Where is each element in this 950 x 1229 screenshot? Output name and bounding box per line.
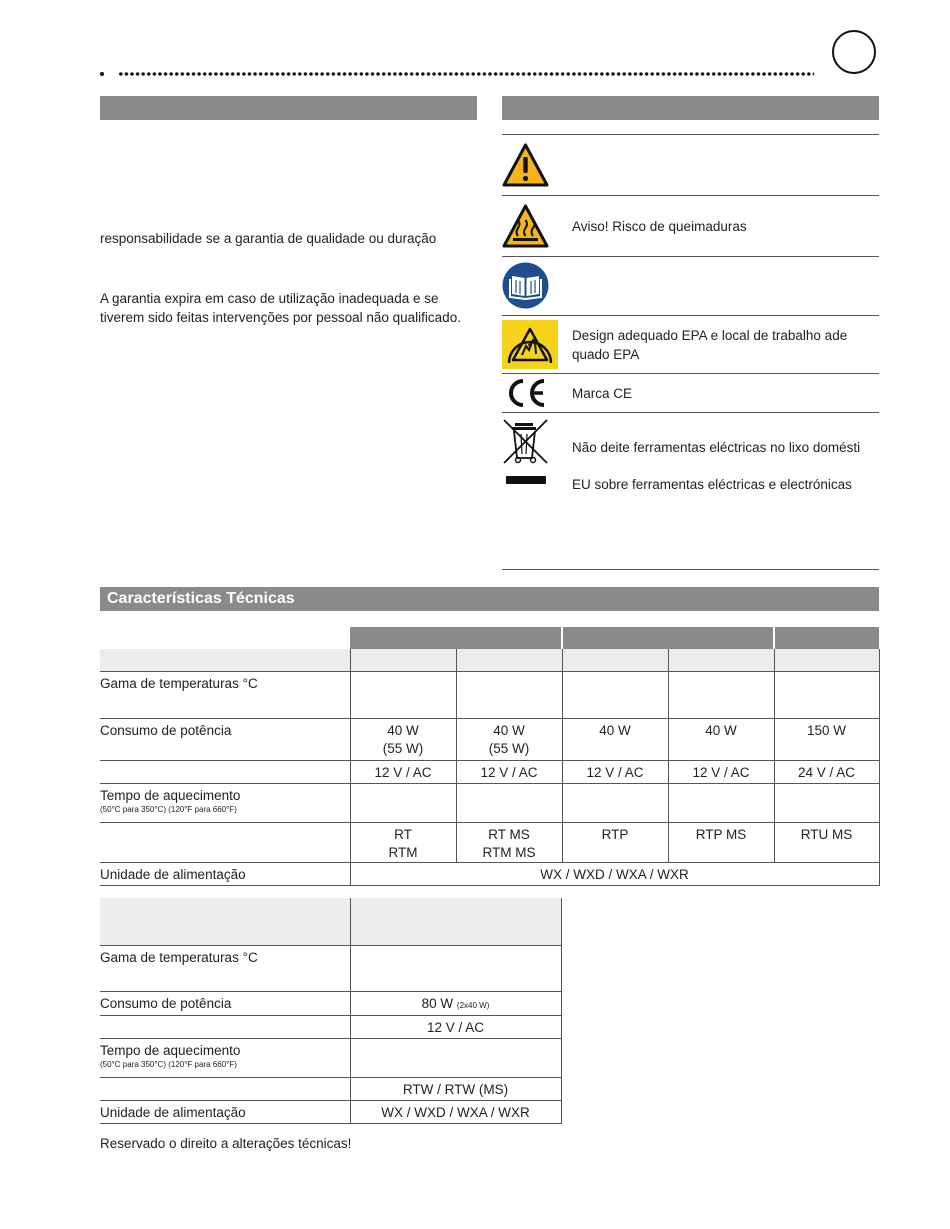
cell: 80 W (2x40 W) bbox=[350, 991, 561, 1015]
weee-bin-icon bbox=[502, 418, 550, 486]
table-row bbox=[100, 823, 879, 863]
table-row bbox=[100, 719, 879, 761]
symbols-divider bbox=[502, 134, 879, 135]
symbol-text-ce: Marca CE bbox=[572, 386, 633, 401]
symbols-divider bbox=[502, 412, 879, 413]
row-label: Tempo de aquecimento (50°C para 350°C) (120°F para 660°F) bbox=[100, 1038, 350, 1077]
cell bbox=[668, 672, 774, 719]
symbols-divider bbox=[502, 315, 879, 316]
spec-table-header-row bbox=[100, 627, 879, 649]
symbols-divider bbox=[502, 373, 879, 374]
symbol-text-weee-2: EU sobre ferramentas eléctricas e electrónicas bbox=[572, 477, 852, 492]
row-label: Gama de temperaturas °C bbox=[100, 945, 350, 991]
cell: 24 V / AC bbox=[774, 761, 879, 784]
spec-table-2 bbox=[100, 898, 562, 1124]
cell bbox=[562, 784, 668, 823]
cell: RT RTM bbox=[350, 823, 456, 863]
cell: 40 W (55 W) bbox=[456, 719, 562, 761]
row-label: Consumo de potência bbox=[100, 991, 350, 1015]
row-label bbox=[100, 823, 350, 863]
cell: 40 W bbox=[562, 719, 668, 761]
table-row bbox=[100, 945, 561, 991]
symbol-text-esd-2: quado EPA bbox=[572, 347, 640, 362]
cell bbox=[350, 945, 561, 991]
cell: 12 V / AC bbox=[350, 1015, 561, 1038]
cell bbox=[668, 784, 774, 823]
cell bbox=[774, 672, 879, 719]
cell: 12 V / AC bbox=[350, 761, 456, 784]
header-dot bbox=[100, 72, 104, 76]
header-group-3 bbox=[774, 627, 879, 649]
ce-mark-icon bbox=[506, 378, 548, 408]
cell: RTP MS bbox=[668, 823, 774, 863]
cell bbox=[350, 784, 456, 823]
cell: 12 V / AC bbox=[456, 761, 562, 784]
symbol-text-esd-1: Design adequado EPA e local de trabalho ade bbox=[572, 328, 848, 343]
spec-table-subheader-row bbox=[100, 649, 879, 672]
row-label: Tempo de aquecimento (50°C para 350°C) (120°F para 660°F) bbox=[100, 784, 350, 823]
cell: 12 V / AC bbox=[562, 761, 668, 784]
footer-note: Reservado o direito a alterações técnicas! bbox=[100, 1136, 352, 1151]
cell: RTW / RTW (MS) bbox=[350, 1077, 561, 1100]
row-note: (50°C para 350°C) (120°F para 660°F) bbox=[100, 1059, 237, 1069]
row-label bbox=[100, 761, 350, 784]
cell: 12 V / AC bbox=[668, 761, 774, 784]
symbols-divider bbox=[502, 195, 879, 196]
table-row bbox=[100, 863, 879, 886]
spec-table-1 bbox=[100, 627, 880, 886]
cell bbox=[456, 672, 562, 719]
warranty-text-3: tiverem sido feitas intervenções por pessoal não qualificado. bbox=[100, 310, 461, 325]
read-manual-icon bbox=[502, 262, 549, 309]
row-label: Unidade de alimentação bbox=[100, 1100, 350, 1123]
cell bbox=[562, 672, 668, 719]
header-dotted-rule bbox=[118, 72, 814, 76]
row-label: Gama de temperaturas °C bbox=[100, 672, 350, 719]
warranty-text-2: A garantia expira em caso de utilização inadequada e se bbox=[100, 291, 439, 306]
table-row bbox=[100, 991, 561, 1015]
symbols-header-bar bbox=[502, 96, 879, 120]
row-label bbox=[100, 1077, 350, 1100]
header-group-1 bbox=[350, 627, 562, 649]
cell: WX / WXD / WXA / WXR bbox=[350, 863, 879, 886]
page-number-circle bbox=[832, 30, 876, 74]
symbol-text-weee-1: Não deite ferramentas eléctricas no lixo domésti bbox=[572, 440, 861, 455]
cell: RTU MS bbox=[774, 823, 879, 863]
symbols-divider bbox=[502, 256, 879, 257]
warning-triangle-icon bbox=[502, 143, 549, 187]
esd-icon bbox=[502, 320, 558, 369]
table-row bbox=[100, 1015, 561, 1038]
symbol-text-burn: Aviso! Risco de queimaduras bbox=[572, 219, 747, 234]
table-row bbox=[100, 1077, 561, 1100]
hot-surface-icon bbox=[502, 204, 549, 248]
cell: 40 W (55 W) bbox=[350, 719, 456, 761]
cell: 40 W bbox=[668, 719, 774, 761]
cell: 150 W bbox=[774, 719, 879, 761]
cell: RTP bbox=[562, 823, 668, 863]
table-row bbox=[100, 784, 879, 823]
header-group-2 bbox=[562, 627, 774, 649]
tech-section-title: Características Técnicas bbox=[100, 587, 879, 611]
cell bbox=[350, 1038, 561, 1077]
warranty-text-1: responsabilidade se a garantia de qualidade ou duração bbox=[100, 231, 437, 246]
table-row bbox=[100, 1038, 561, 1077]
warranty-header-bar bbox=[100, 96, 477, 120]
table-row bbox=[100, 672, 879, 719]
cell bbox=[774, 784, 879, 823]
row-label: Consumo de potência bbox=[100, 719, 350, 761]
spec-table-subheader-row bbox=[100, 898, 561, 945]
table-row bbox=[100, 761, 879, 784]
row-label: Unidade de alimentação bbox=[100, 863, 350, 886]
cell: WX / WXD / WXA / WXR bbox=[350, 1100, 561, 1123]
cell: RT MS RTM MS bbox=[456, 823, 562, 863]
table-row bbox=[100, 1100, 561, 1123]
row-note: (50°C para 350°C) (120°F para 660°F) bbox=[100, 805, 237, 814]
cell bbox=[456, 784, 562, 823]
row-label bbox=[100, 1015, 350, 1038]
symbols-divider bbox=[502, 569, 879, 570]
cell bbox=[350, 672, 456, 719]
